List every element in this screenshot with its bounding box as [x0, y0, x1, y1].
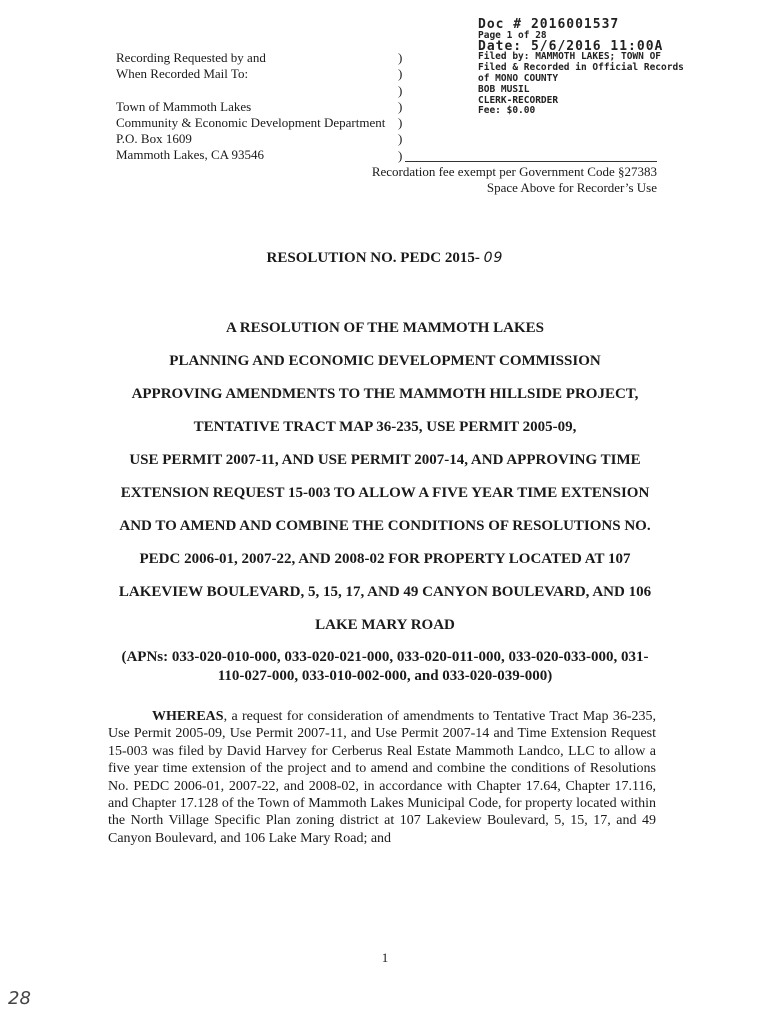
recorder-stamp: [478, 17, 684, 117]
resolution-title: [95, 312, 675, 642]
paren-mark: ): [398, 131, 403, 147]
paren-mark: ): [398, 82, 403, 98]
apn-list: [100, 648, 670, 685]
resolution-number-heading: [0, 250, 770, 267]
whereas-text: , a request for consideration of amendments to Tentative Tract Map 36-235, Use Permit 2005-09, Use Permit 2007-11, and Use Permit 2007-14 and Time Extension Request 15-003 was filed by David Harvey for Cerberus Real Estate Mammoth Landco, LLC to allow a five year time extension of the project and to amend and combine the conditions of Resolutions No. PEDC 2006-01, 2007-22, and 2008-02, in accordance with Chapter 17.64, Chapter 17.116, and Chapter 17.128 of the Town of Mammoth Lakes Municipal Code, for property located within the North Village Specific Plan zoning district at 107 Lakeview Boulevard, 5, 15, 17, and 49 Canyon Boulevard, and 106 Lake Mary Road; and: [108, 709, 656, 846]
page-number: 1: [381, 950, 389, 965]
title-line: AND TO AMEND AND COMBINE THE CONDITIONS OF RESOLUTIONS NO.: [119, 518, 651, 534]
whereas-keyword: WHEREAS: [152, 709, 224, 724]
paren-mark: ): [398, 147, 403, 163]
whereas-paragraph: [108, 708, 656, 847]
title-line: APPROVING AMENDMENTS TO THE MAMMOTH HILLSIDE PROJECT,: [131, 386, 639, 402]
fee-exempt-text: Recordation fee exempt per Government Code §27383: [371, 164, 657, 179]
stamp-recorder-title: CLERK-RECORDER: [478, 94, 559, 106]
mail-to-line: When Recorded Mail To:: [116, 66, 249, 82]
stamp-county: of MONO COUNTY: [478, 72, 559, 84]
paren-mark: ): [398, 66, 403, 82]
paren-mark: ): [398, 50, 403, 65]
recording-requested-line: Recording Requested by and: [116, 50, 266, 65]
title-line: TENTATIVE TRACT MAP 36-235, USE PERMIT 2005-09,: [193, 419, 577, 435]
stamp-filed-recorded: Filed & Recorded in Official Records: [478, 62, 684, 74]
mailing-address-block: [116, 50, 385, 164]
stamp-recorder-name: BOB MUSIL: [478, 83, 530, 95]
title-line: EXTENSION REQUEST 15-003 TO ALLOW A FIVE YEAR TIME EXTENSION: [120, 485, 650, 501]
stamp-date: Date: 5/6/2016 11:00A: [478, 38, 664, 54]
title-line: PLANNING AND ECONOMIC DEVELOPMENT COMMISSION: [169, 353, 601, 369]
handwritten-page-mark: 28: [8, 988, 31, 1009]
stamp-fee: Fee: $0.00: [478, 105, 536, 117]
title-line: LAKE MARY ROAD: [315, 617, 455, 633]
po-box-line: P.O. Box 1609: [116, 131, 192, 147]
town-name-line: Town of Mammoth Lakes: [116, 98, 252, 114]
space-above-text: Space Above for Recorder’s Use: [486, 180, 657, 195]
title-line: A RESOLUTION OF THE MAMMOTH LAKES: [226, 320, 544, 336]
paren-mark: ): [398, 98, 403, 114]
title-line: PEDC 2006-01, 2007-22, AND 2008-02 FOR PROPERTY LOCATED AT 107: [139, 551, 631, 567]
recorder-space-notice: [372, 164, 657, 196]
city-state-zip-line: Mammoth Lakes, CA 93546: [116, 147, 265, 163]
stamp-page-of: Page 1 of 28: [478, 29, 547, 41]
title-line: LAKEVIEW BOULEVARD, 5, 15, 17, AND 49 CANYON BOULEVARD, AND 106: [118, 584, 652, 600]
stamp-doc-number: Doc # 2016001537: [478, 17, 620, 32]
resolution-number-label: RESOLUTION NO. PEDC 2015-: [266, 250, 480, 266]
paren-mark: ): [398, 115, 403, 131]
recorder-divider-line: [405, 161, 657, 162]
apn-line: (APNs: 033-020-010-000, 033-020-021-000, 033-020-011-000, 033-020-033-000, 031-: [121, 649, 649, 665]
apn-line: 110-027-000, 033-010-002-000, and 033-020-039-000): [217, 667, 553, 684]
title-line: USE PERMIT 2007-11, AND USE PERMIT 2007-14, AND APPROVING TIME: [129, 452, 641, 468]
stamp-filed-by: Filed by: MAMMOTH LAKES; TOWN OF: [478, 51, 662, 63]
handwritten-resolution-number: 09: [483, 250, 504, 266]
parenthesis-column: [398, 50, 402, 164]
department-line: Community & Economic Development Department: [116, 114, 386, 130]
